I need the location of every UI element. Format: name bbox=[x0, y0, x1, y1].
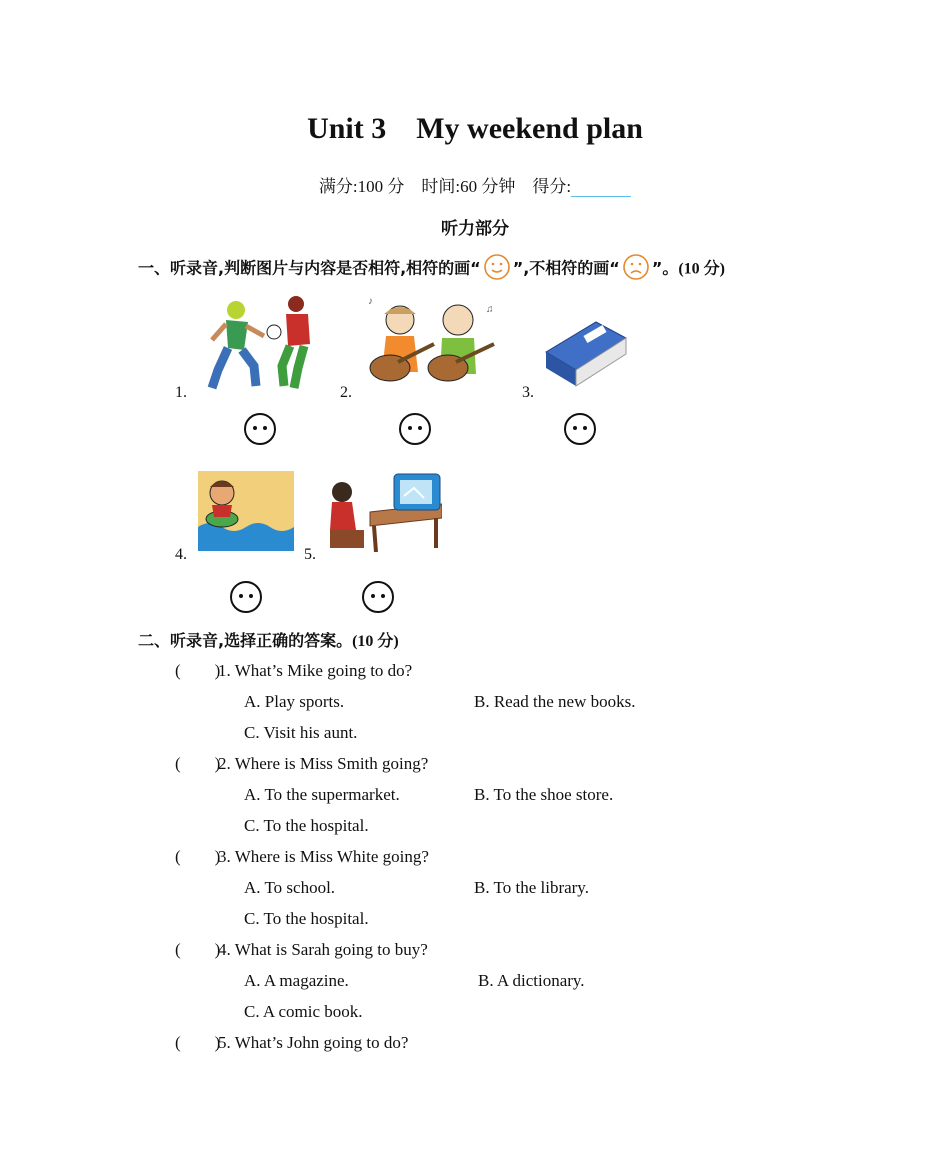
question-text: 5. What’s John going to do? bbox=[218, 1033, 409, 1052]
item-number: 1. bbox=[175, 384, 187, 401]
soccer-players-picture bbox=[198, 292, 318, 397]
neutral-face-icon[interactable] bbox=[398, 412, 432, 451]
item-number: 5. bbox=[304, 546, 316, 563]
page-title: Unit 3 My weekend plan bbox=[307, 112, 643, 145]
child-swimming-picture bbox=[198, 471, 294, 556]
option-b: B. Read the new books. bbox=[474, 692, 636, 711]
item-number: 4. bbox=[175, 546, 187, 563]
answer-blank[interactable]: ( ) bbox=[175, 661, 221, 680]
item-number: 3. bbox=[522, 384, 534, 401]
section2-heading: 二、听录音,选择正确的答案。(10 分) bbox=[138, 631, 399, 650]
question-text: 3. Where is Miss White going? bbox=[218, 847, 429, 866]
neutral-face-icon[interactable] bbox=[243, 412, 277, 451]
score-blank[interactable] bbox=[571, 178, 631, 197]
option-c: C. To the hospital. bbox=[244, 816, 369, 835]
exam-meta bbox=[0, 172, 950, 197]
neutral-face-icon[interactable] bbox=[563, 412, 597, 451]
question-text: 1. What’s Mike going to do? bbox=[218, 661, 413, 680]
answer-blank[interactable]: ( ) bbox=[175, 847, 221, 866]
section1-heading: 一、听录音,判断图片与内容是否相符,相符的画“ ”,不相符的画“ ”。(10 分) bbox=[138, 253, 725, 285]
option-a: A. To school. bbox=[244, 878, 336, 897]
score-label: 得分: bbox=[532, 177, 572, 196]
item-number: 2. bbox=[340, 384, 352, 401]
person-at-computer-picture bbox=[324, 468, 442, 557]
sad-face-icon bbox=[622, 253, 650, 285]
part-heading: 听力部分 bbox=[441, 219, 509, 239]
neutral-face-icon[interactable] bbox=[361, 580, 395, 619]
neutral-face-icon[interactable] bbox=[229, 580, 263, 619]
answer-blank[interactable]: ( ) bbox=[175, 1033, 221, 1052]
option-b: B. A dictionary. bbox=[478, 971, 585, 990]
full-marks: 满分:100 分 bbox=[318, 177, 405, 196]
svg-text:♪: ♪ bbox=[368, 296, 373, 307]
question-text: 4. What is Sarah going to buy? bbox=[218, 940, 428, 959]
option-b: B. To the shoe store. bbox=[474, 785, 614, 804]
option-a: A. To the supermarket. bbox=[244, 785, 400, 804]
option-c: C. Visit his aunt. bbox=[244, 723, 358, 742]
blue-book-picture bbox=[542, 316, 628, 393]
option-c: C. To the hospital. bbox=[244, 909, 369, 928]
question-text: 2. Where is Miss Smith going? bbox=[218, 754, 429, 773]
option-b: B. To the library. bbox=[474, 878, 589, 897]
answer-blank[interactable]: ( ) bbox=[175, 940, 221, 959]
kids-playing-guitar-picture bbox=[362, 292, 502, 397]
option-a: A. A magazine. bbox=[244, 971, 349, 990]
smiley-face-icon bbox=[483, 253, 511, 285]
option-a: A. Play sports. bbox=[244, 692, 345, 711]
svg-text:♫: ♫ bbox=[486, 304, 494, 315]
answer-blank[interactable]: ( ) bbox=[175, 754, 221, 773]
time-limit: 时间:60 分钟 bbox=[421, 177, 516, 196]
option-c: C. A comic book. bbox=[244, 1002, 363, 1021]
